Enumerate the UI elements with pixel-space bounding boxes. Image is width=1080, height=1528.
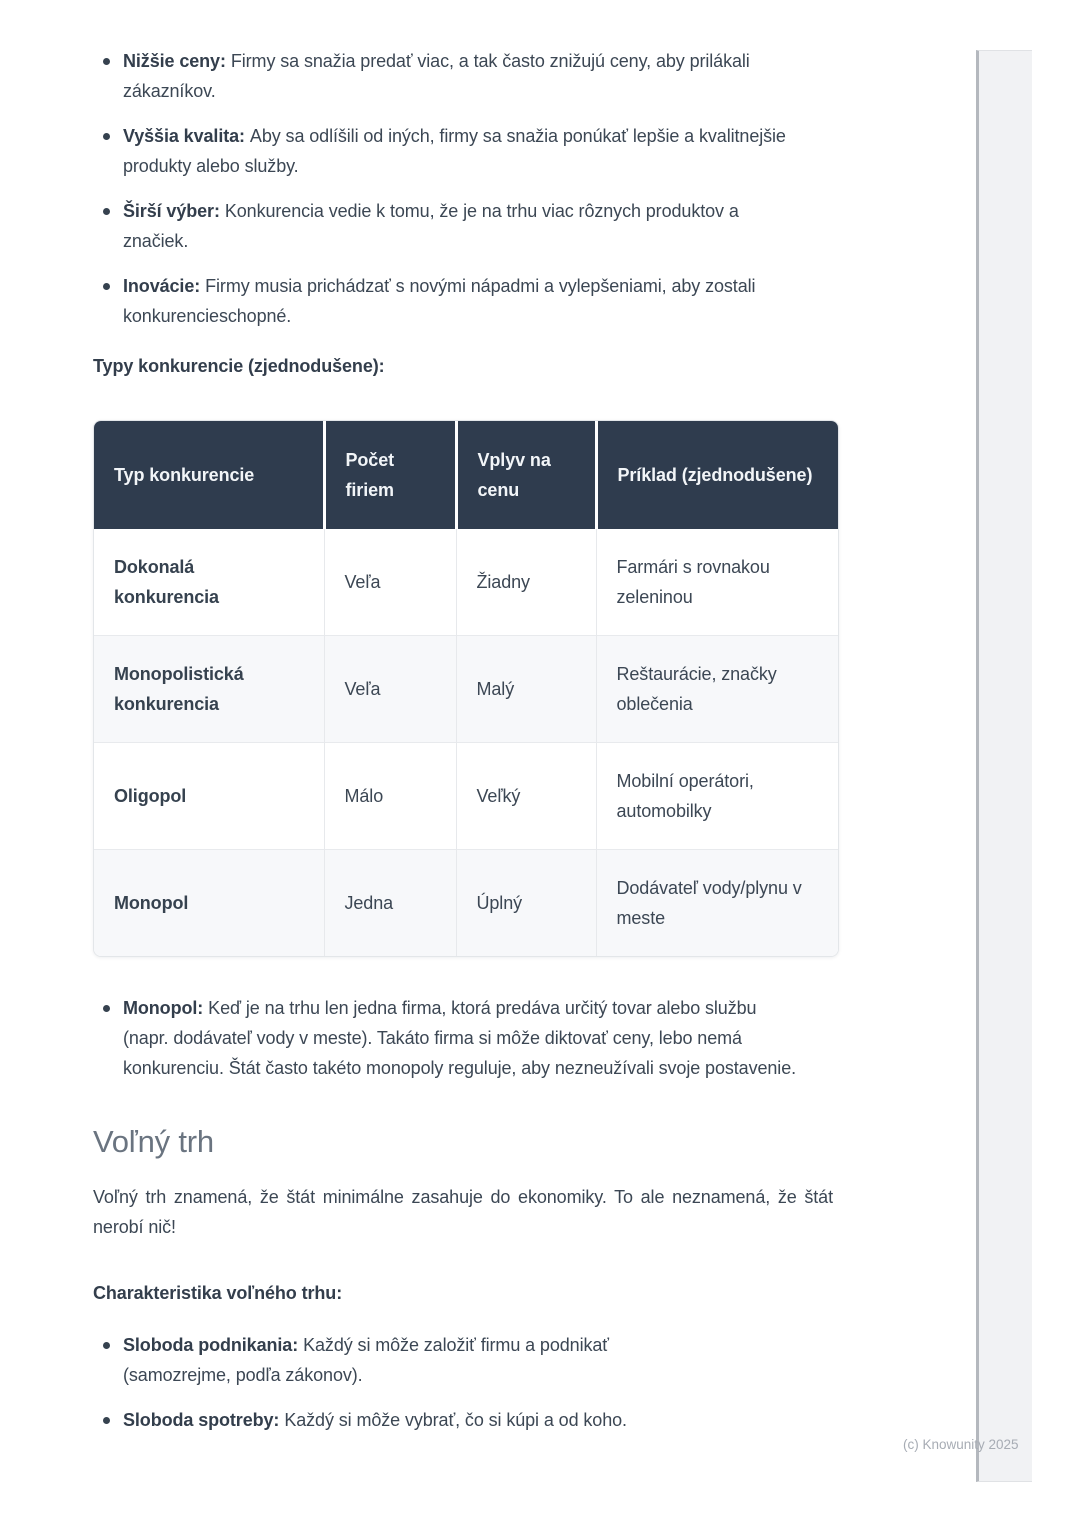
list-item [123,121,795,181]
bullet-text: Každý si môže vybrať, čo si kúpi a od koho. [284,1410,627,1430]
table-header-cell: Príklad (zjednodušene) [596,421,838,529]
table-cell: Oligopol [94,743,324,850]
bullet-text: Keď je na trhu len jedna firma, ktorá predáva určitý tovar alebo službu (napr. dodávateľ vody v meste). Takáto firma si môže diktovať ceny, lebo nemá konkurenciu. Štát často takéto monopoly reguluje, aby nezneužívali svoje postavenie. [123,998,797,1078]
table-cell: Monopolistická konkurencia [94,636,324,743]
table-cell: Reštaurácie, značky oblečenia [596,636,838,743]
list-item [123,46,795,106]
list-item [123,196,753,256]
bullet-text: Firmy musia prichádzať s novými nápadmi a vylepšeniami, aby zostali konkurencieschopné. [123,276,756,326]
table-header-cell: Vplyv na cenu [456,421,596,529]
section-title: Voľný trh [93,1124,214,1159]
monopol-note-list [93,993,837,1083]
bullet-lead: Sloboda podnikania: [123,1335,299,1355]
bullet-text: Konkurencia vedie k tomu, že je na trhu viac rôznych produktov a značiek. [123,201,739,251]
table-cell: Dodávateľ vody/plynu v meste [596,850,838,957]
section-paragraph: Voľný trh znamená, že štát minimálne zasahuje do ekonomiky. To ale neznamená, že štát nerobí nič! [93,1187,833,1237]
bullet-lead: Vyššia kvalita: [123,126,245,146]
table-header-cell: Typ konkurencie [94,421,324,529]
bullet-lead: Sloboda spotreby: [123,1410,280,1430]
table-cell: Malý [456,636,596,743]
table-cell: Úplný [456,850,596,957]
table-cell: Dokonalá konkurencia [114,557,219,607]
table-cell: Veľa [324,636,456,743]
table-row [94,743,838,850]
table-cell: Mobilní operátori, automobilky [596,743,838,850]
document-page [93,0,837,1450]
table-header-row [94,421,838,529]
table-cell: Veľký [456,743,596,850]
list-item [123,1405,795,1435]
list-item [123,1330,683,1390]
bullet-lead: Širší výber: [123,201,220,221]
list-item [123,271,783,331]
table-intro-label: Typy konkurencie (zjednodušene): [93,356,385,376]
table-cell: Veľa [324,529,456,636]
competition-table [93,420,839,957]
scrollbar-thumb[interactable] [976,51,979,1481]
table-cell: Monopol [94,850,324,957]
list-item [123,993,805,1083]
free-market-list [93,1330,837,1435]
table-row [94,636,838,743]
table-cell: Žiadny [456,529,596,636]
scrollbar-track[interactable] [976,50,1032,1482]
bullet-text: Aby sa odlíšili od iných, firmy sa snažia ponúkať lepšie a kvalitnejšie produkty alebo služby. [123,126,786,176]
table-row [94,529,838,636]
table-cell: Málo [324,743,456,850]
bullet-lead: Monopol: [123,998,204,1018]
table-row [94,850,838,957]
bullet-text: Každý si môže založiť firmu a podnikať (samozrejme, podľa zákonov). [123,1335,609,1385]
bullet-lead: Nižšie ceny: [123,51,226,71]
table-header-cell: Počet firiem [324,421,456,529]
watermark: (c) Knowunity 2025 [903,1437,1019,1452]
bullet-lead: Inovácie: [123,276,201,296]
bullet-text: Firmy sa snažia predať viac, a tak často znižujú ceny, aby prilákali zákazníkov. [123,51,750,101]
table-cell: Jedna [324,850,456,957]
competition-benefits-list [93,46,837,331]
table-cell: Farmári s rovnakou zeleninou [596,529,838,636]
subsection-label: Charakteristika voľného trhu: [93,1283,343,1303]
